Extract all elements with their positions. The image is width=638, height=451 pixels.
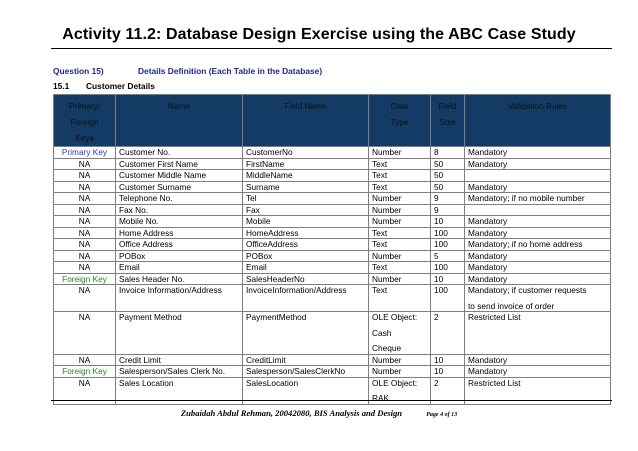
name-cell: Telephone No. (116, 193, 243, 205)
field-name-cell: CreditLimit (243, 354, 369, 366)
name-cell: Payment Method (116, 312, 243, 355)
table-row (54, 204, 611, 216)
table-row (54, 227, 611, 239)
validation-rule-cell: Mandatory (465, 273, 611, 285)
name-cell: Home Address (116, 227, 243, 239)
data-type-cell: Text (369, 239, 431, 251)
header-data-type: Data Type (369, 95, 431, 147)
table-row (54, 285, 611, 312)
header-field-size: Field Size (431, 95, 465, 147)
key-cell: NA (54, 377, 116, 404)
header-keys: Primary/ Foreign Keys (54, 95, 116, 147)
name-cell: Customer No. (116, 147, 243, 159)
title-underline (51, 48, 612, 49)
key-cell: Foreign Key (54, 273, 116, 285)
key-cell: NA (54, 227, 116, 239)
data-type-cell: Number (369, 147, 431, 159)
header-name: Name (116, 95, 243, 147)
field-name-cell: CustomerNo (243, 147, 369, 159)
field-name-cell: Salesperson/SalesClerkNo (243, 366, 369, 378)
field-size-cell: 100 (431, 227, 465, 239)
data-type-cell: Number (369, 216, 431, 228)
field-name-cell: PaymentMethod (243, 312, 369, 355)
field-name-cell: Mobile (243, 216, 369, 228)
field-size-cell: 50 (431, 181, 465, 193)
field-size-cell: 100 (431, 262, 465, 274)
table-row (54, 312, 611, 355)
field-name-cell: HomeAddress (243, 227, 369, 239)
page-footer (0, 408, 638, 418)
key-cell: NA (54, 239, 116, 251)
name-cell: Customer First Name (116, 158, 243, 170)
validation-rule-cell: Mandatory (465, 354, 611, 366)
data-type-cell: Number (369, 354, 431, 366)
data-type-cell: Text (369, 285, 431, 312)
table-row (54, 158, 611, 170)
name-cell: Customer Middle Name (116, 170, 243, 182)
footer-rule (51, 400, 612, 401)
table-row (54, 262, 611, 274)
customer-details-table (53, 94, 611, 405)
field-name-cell: Tel (243, 193, 369, 205)
data-type-cell: Text (369, 158, 431, 170)
validation-rule-cell: Mandatory; if no home address (465, 239, 611, 251)
name-cell: Office Address (116, 239, 243, 251)
field-size-cell: 5 (431, 250, 465, 262)
field-size-cell: 10 (431, 366, 465, 378)
table-row (54, 193, 611, 205)
validation-rule-cell: Mandatory (465, 216, 611, 228)
data-type-cell: Number (369, 250, 431, 262)
question-text: Details Definition (Each Table in the Database) (138, 66, 323, 76)
key-cell: NA (54, 204, 116, 216)
table-row (54, 273, 611, 285)
table-row (54, 216, 611, 228)
key-cell: NA (54, 193, 116, 205)
field-size-cell: 2 (431, 312, 465, 355)
document-title: Activity 11.2: Database Design Exercise using the ABC Case Study (62, 26, 576, 43)
name-cell: Sales Header No. (116, 273, 243, 285)
field-size-cell: 10 (431, 216, 465, 228)
key-cell: NA (54, 262, 116, 274)
table-row (54, 239, 611, 251)
data-type-cell: Number (369, 193, 431, 205)
name-cell: POBox (116, 250, 243, 262)
key-cell: NA (54, 354, 116, 366)
validation-rule-cell: Mandatory (465, 366, 611, 378)
table-row (54, 181, 611, 193)
validation-rule-cell: Mandatory (465, 158, 611, 170)
data-type-cell: Text (369, 181, 431, 193)
footer-author: Zubaidah Abdul Rehman, 20042080, BIS Analysis and Design (180, 408, 403, 418)
name-cell: Mobile No. (116, 216, 243, 228)
field-size-cell: 50 (431, 158, 465, 170)
validation-rule-cell: Restricted List (465, 377, 611, 404)
table-row (54, 354, 611, 366)
name-cell: Invoice Information/Address (116, 285, 243, 312)
header-field-name: Field Name (243, 95, 369, 147)
key-cell: NA (54, 312, 116, 355)
field-name-cell: Fax (243, 204, 369, 216)
table-row (54, 170, 611, 182)
validation-rule-cell: Mandatory; if no mobile number (465, 193, 611, 205)
field-name-cell: InvoiceInformation/Address (243, 285, 369, 312)
page-number: Page 4 of 13 (426, 412, 458, 418)
section-number: 15.1 (53, 81, 70, 91)
validation-rule-cell (465, 170, 611, 182)
key-cell: NA (54, 158, 116, 170)
field-size-cell: 100 (431, 285, 465, 312)
question-label: Question 15) (53, 66, 104, 76)
validation-rule-cell (465, 204, 611, 216)
validation-rule-cell: Mandatory (465, 262, 611, 274)
key-cell: NA (54, 250, 116, 262)
table-header-row (54, 95, 611, 147)
data-type-cell: OLE Object: Cash Cheque (369, 312, 431, 355)
data-type-cell: Number (369, 204, 431, 216)
data-type-cell: Text (369, 262, 431, 274)
key-cell: Foreign Key (54, 366, 116, 378)
key-cell: NA (54, 181, 116, 193)
field-size-cell: 2 (431, 377, 465, 404)
data-type-cell: Text (369, 170, 431, 182)
name-cell: Customer Surname (116, 181, 243, 193)
key-cell: NA (54, 285, 116, 312)
key-cell: NA (54, 170, 116, 182)
field-name-cell: OfficeAddress (243, 239, 369, 251)
table-row (54, 366, 611, 378)
field-name-cell: SalesLocation (243, 377, 369, 404)
field-name-cell: Email (243, 262, 369, 274)
key-cell: NA (54, 216, 116, 228)
validation-rule-cell: Restricted List (465, 312, 611, 355)
validation-rule-cell: Mandatory (465, 250, 611, 262)
table-row (54, 250, 611, 262)
name-cell: Salesperson/Sales Clerk No. (116, 366, 243, 378)
field-size-cell: 10 (431, 273, 465, 285)
name-cell: Sales Location (116, 377, 243, 404)
validation-rule-cell: Mandatory; if customer requests to send invoice of order (465, 285, 611, 312)
field-name-cell: FirstName (243, 158, 369, 170)
data-type-cell: Number (369, 366, 431, 378)
data-type-cell: OLE Object: RAK (369, 377, 431, 404)
field-name-cell: SalesHeaderNo (243, 273, 369, 285)
field-name-cell: MiddleName (243, 170, 369, 182)
data-type-cell: Number (369, 273, 431, 285)
field-name-cell: POBox (243, 250, 369, 262)
validation-rule-cell: Mandatory (465, 181, 611, 193)
field-name-cell: Surname (243, 181, 369, 193)
name-cell: Credit Limit (116, 354, 243, 366)
field-size-cell: 8 (431, 147, 465, 159)
field-size-cell: 9 (431, 193, 465, 205)
field-size-cell: 50 (431, 170, 465, 182)
name-cell: Email (116, 262, 243, 274)
validation-rule-cell: Mandatory (465, 147, 611, 159)
header-validation-rules: Validation Rules (465, 95, 611, 147)
name-cell: Fax No. (116, 204, 243, 216)
field-size-cell: 9 (431, 204, 465, 216)
field-size-cell: 10 (431, 354, 465, 366)
table-row (54, 147, 611, 159)
field-size-cell: 100 (431, 239, 465, 251)
validation-rule-cell: Mandatory (465, 227, 611, 239)
data-type-cell: Text (369, 227, 431, 239)
section-title: Customer Details (86, 81, 155, 91)
key-cell: Primary Key (54, 147, 116, 159)
